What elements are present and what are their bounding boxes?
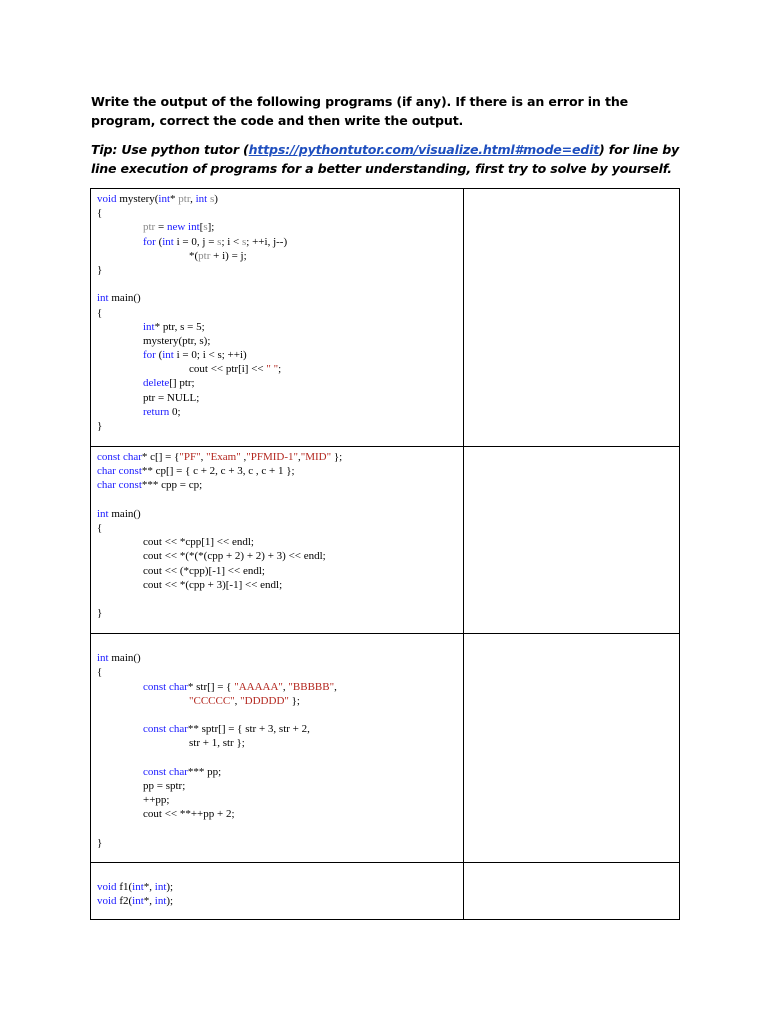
code-token: int [158, 193, 171, 205]
code-line [97, 807, 463, 821]
code-token: const char [143, 680, 188, 693]
code-line [97, 606, 463, 620]
code-token: ptr [198, 249, 211, 262]
code-line [97, 564, 463, 578]
code-token: ); [166, 881, 174, 894]
code-token: }; [331, 451, 343, 463]
code-token: str + 1, str }; [189, 737, 245, 750]
code-token: main() [108, 292, 141, 305]
code-token: int [162, 349, 174, 362]
code-block [91, 447, 463, 620]
code-token: + i) = j; [210, 249, 247, 262]
code-token: int [132, 881, 144, 894]
code-token: int [162, 235, 174, 248]
code-line [97, 736, 463, 750]
code-token: }; [288, 694, 300, 707]
code-token: mystery(ptr, s); [143, 334, 211, 347]
output-cell-3[interactable] [464, 634, 680, 863]
code-cell-1 [91, 189, 464, 447]
code-token: , [190, 193, 196, 205]
code-token: *( [189, 249, 199, 262]
code-token: ptr = NULL; [143, 391, 200, 404]
code-line [97, 521, 463, 535]
code-token: *, [143, 881, 155, 894]
code-token: } [97, 836, 103, 849]
code-line [97, 206, 463, 220]
code-cell-3 [91, 634, 464, 863]
code-token: char const [97, 479, 142, 492]
code-token: cout << **++pp + 2; [143, 808, 235, 821]
code-token: cout << *cpp[1] << endl; [143, 536, 254, 549]
code-cell-4 [91, 863, 464, 920]
code-token: int [97, 652, 109, 665]
code-token: ( [155, 349, 163, 362]
code-token: "AAAAA" [234, 680, 283, 693]
code-token: "CCCCC" [189, 694, 235, 707]
code-line [97, 348, 463, 362]
code-line [97, 866, 463, 880]
code-line [97, 405, 463, 419]
code-token: main() [108, 507, 141, 520]
code-token: new int [166, 221, 200, 234]
code-token: *** cpp = cp; [141, 479, 203, 492]
code-line [97, 836, 463, 850]
code-line [97, 535, 463, 549]
code-block [91, 189, 463, 433]
code-line [97, 220, 463, 234]
code-token: "BBBBB" [288, 680, 335, 693]
code-line [97, 235, 463, 249]
code-token: { [97, 521, 103, 534]
code-token: ; i < [221, 235, 243, 248]
code-token: const char [97, 451, 142, 463]
code-token: cout << (*cpp)[-1] << endl; [143, 564, 265, 577]
code-token: * str[] = { [187, 680, 235, 693]
code-line [97, 751, 463, 765]
code-token: { [97, 666, 103, 679]
code-line [97, 793, 463, 807]
code-token: for [143, 235, 156, 248]
code-token: * [170, 193, 179, 205]
code-line [97, 722, 463, 736]
code-token: s [242, 235, 247, 248]
code-token: = [155, 221, 167, 234]
code-token: cout << *(*(*(cpp + 2) + 2) + 3) << endl; [143, 550, 326, 563]
instructions: Write the output of the following programs (if any). If there is an error in the program, correct the code and then write the output. [91, 94, 629, 128]
code-line [97, 450, 463, 464]
code-block [91, 863, 463, 909]
code-token: cout << ptr[i] << [189, 363, 267, 376]
code-token: } [97, 420, 103, 432]
code-token: main() [108, 652, 141, 665]
code-line [97, 320, 463, 334]
output-cell-2[interactable] [464, 447, 680, 634]
code-line [97, 291, 463, 305]
code-token: " " [266, 363, 279, 376]
code-token: , [200, 451, 207, 463]
code-token: ** cp[] = { c + 2, c + 3, c , c + 1 }; [141, 465, 295, 478]
code-token: int [143, 320, 155, 333]
code-token: f2( [116, 895, 133, 908]
code-token: ** sptr[] = { str + 3, str + 2, [187, 723, 310, 736]
program-row [91, 863, 680, 920]
code-token: void [97, 895, 117, 908]
code-token: , [240, 451, 247, 463]
code-line [97, 549, 463, 563]
code-line [97, 507, 463, 521]
code-token: s [203, 221, 208, 234]
code-token: ( [155, 235, 163, 248]
code-line [97, 592, 463, 606]
tip-prefix: Tip: Use python tutor ( [91, 142, 249, 157]
code-token: ; [278, 363, 282, 376]
code-line [97, 637, 463, 651]
code-token: i = 0; i < s; ++i) [173, 349, 247, 362]
code-token: { [97, 306, 103, 319]
code-token: mystery( [116, 193, 159, 205]
code-token: int [154, 895, 167, 908]
code-line [97, 362, 463, 376]
code-line [97, 263, 463, 277]
code-token: int [97, 292, 109, 305]
tip [91, 140, 691, 178]
code-token: delete [143, 377, 170, 390]
pythontutor-link[interactable]: https://pythontutor.com/visualize.html#mode=edit [248, 142, 600, 157]
output-cell-4[interactable] [464, 863, 680, 920]
code-line [97, 376, 463, 390]
code-token: 0; [169, 405, 181, 418]
code-line [97, 277, 463, 291]
code-token: ]; [207, 221, 215, 234]
code-token: ) [214, 193, 218, 205]
code-token: { [97, 207, 103, 220]
code-line [97, 578, 463, 592]
code-token: ++pp; [143, 794, 170, 807]
code-line [97, 419, 463, 433]
code-line [97, 821, 463, 835]
code-token: ptr [143, 221, 156, 234]
output-cell-1[interactable] [464, 189, 680, 447]
code-line [97, 391, 463, 405]
code-token: s [209, 193, 215, 205]
code-token: *, [143, 895, 155, 908]
code-token: * c[] = { [141, 451, 180, 463]
code-token: } [97, 263, 103, 276]
code-line [97, 249, 463, 263]
code-token: f1( [116, 881, 133, 894]
code-token: "DDDDD" [240, 694, 289, 707]
code-line [97, 478, 463, 492]
code-line [97, 493, 463, 507]
code-token: , [234, 694, 241, 707]
code-token: , [282, 680, 289, 693]
code-token: ; ++i, j--) [246, 235, 288, 248]
code-token: ); [166, 895, 174, 908]
code-token: "PFMID-1" [246, 451, 298, 463]
code-token: const char [143, 765, 188, 778]
programs-table [90, 188, 680, 920]
code-line [97, 694, 463, 708]
code-token: void [97, 193, 117, 205]
code-token: int [195, 193, 208, 205]
code-token: , [334, 680, 337, 693]
code-token: cout << *(cpp + 3)[-1] << endl; [143, 578, 283, 591]
code-token: void [97, 881, 117, 894]
code-block [91, 634, 463, 850]
code-line [97, 665, 463, 679]
code-token: i = 0, j = [173, 235, 218, 248]
tip-suffix: ) for line by line execution of programs for a better understanding, first try to solve by yourself. [91, 142, 680, 176]
code-line [97, 192, 463, 206]
code-token: "Exam" [206, 451, 241, 463]
code-token: char const [97, 465, 142, 478]
code-line [97, 880, 463, 894]
code-token: int [132, 895, 144, 908]
code-token: const char [143, 723, 188, 736]
code-token: [ [199, 221, 204, 234]
code-line [97, 894, 463, 908]
code-token: int [154, 881, 167, 894]
code-line [97, 680, 463, 694]
code-token: * ptr, s = 5; [154, 320, 205, 333]
code-token: , [298, 451, 301, 463]
code-token: *** pp; [187, 765, 222, 778]
code-token: s [217, 235, 222, 248]
code-token: for [143, 349, 156, 362]
code-line [97, 765, 463, 779]
code-token: int [97, 507, 109, 520]
code-token: } [97, 607, 103, 620]
code-line [97, 779, 463, 793]
code-token: "PF" [179, 451, 201, 463]
program-row [91, 447, 680, 634]
code-line [97, 651, 463, 665]
code-line [97, 464, 463, 478]
program-row [91, 634, 680, 863]
code-line [97, 334, 463, 348]
code-token: [] ptr; [169, 377, 195, 390]
code-token: return [143, 405, 170, 418]
code-token: "MID" [300, 451, 332, 463]
code-cell-2 [91, 447, 464, 634]
code-token: pp = sptr; [143, 779, 186, 792]
code-token: ptr [178, 193, 191, 205]
program-row [91, 189, 680, 447]
code-line [97, 708, 463, 722]
code-line [97, 306, 463, 320]
